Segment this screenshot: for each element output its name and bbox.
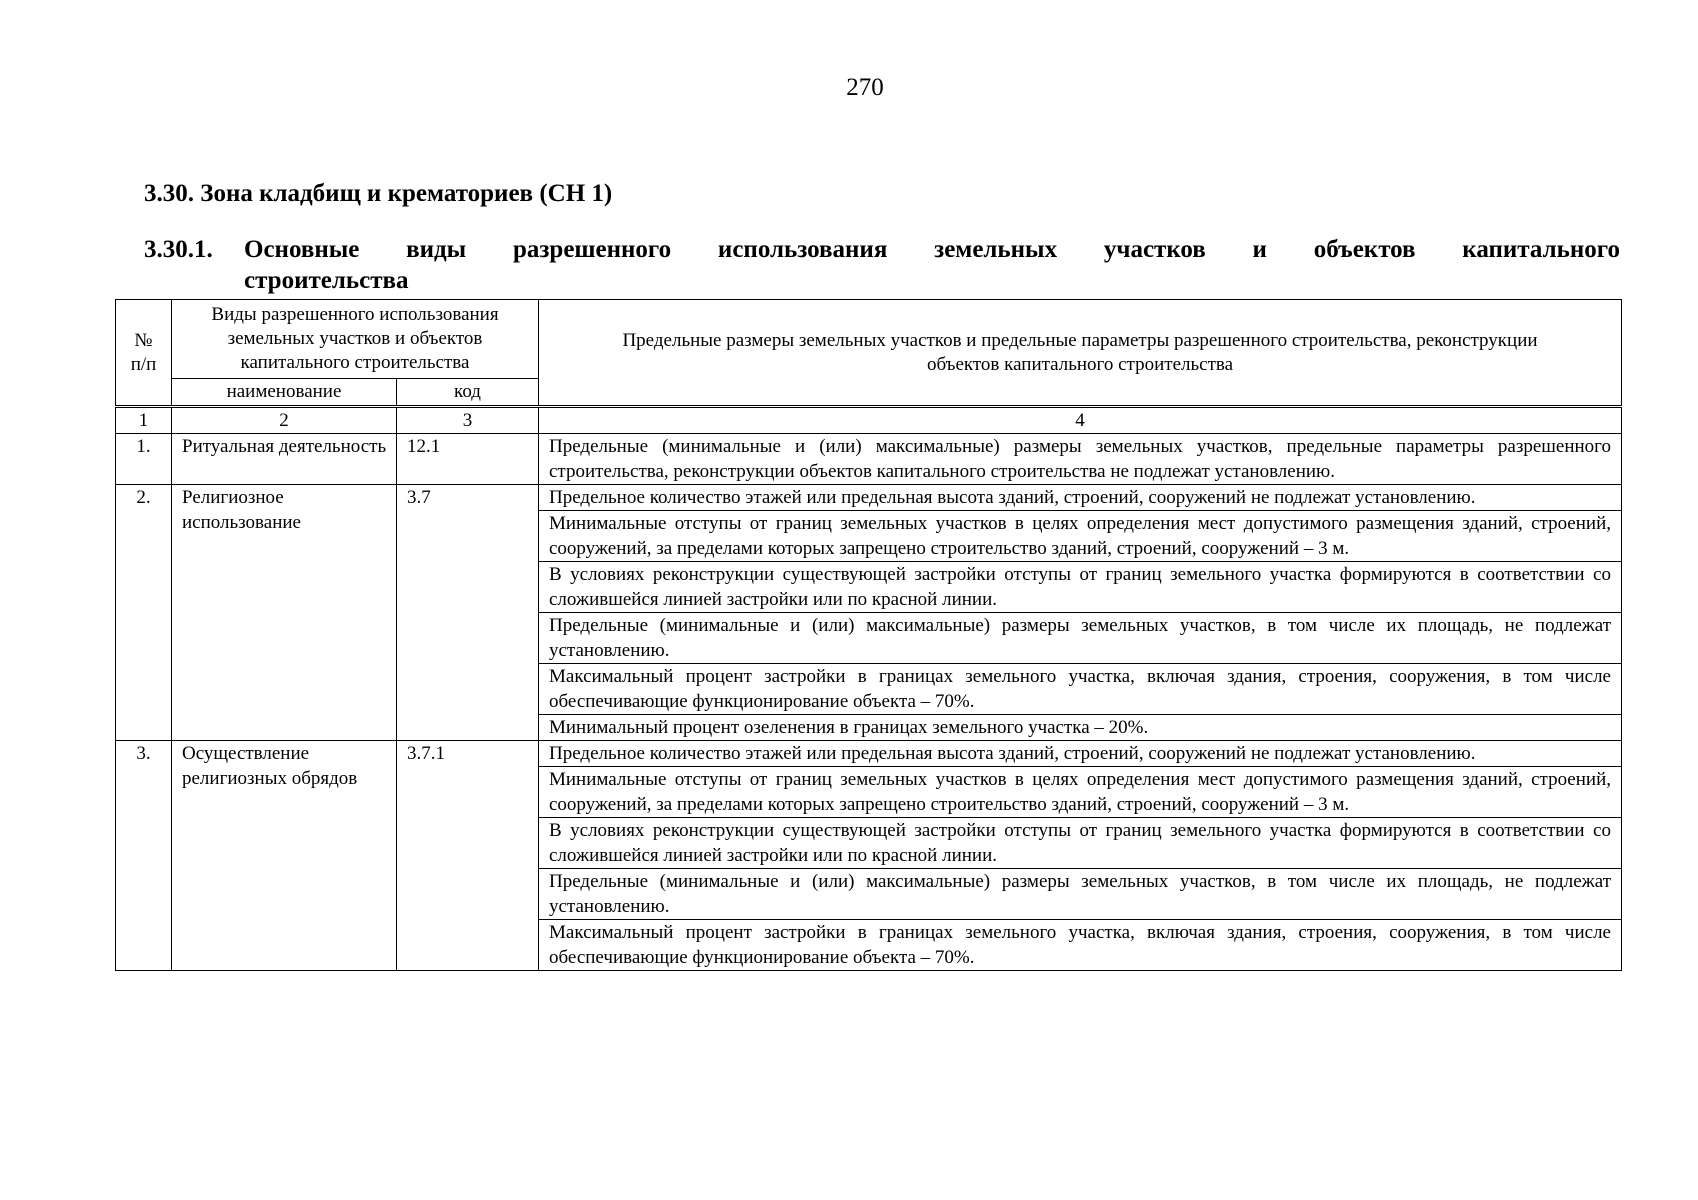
- row-param: Предельные (минимальные и (или) максимальные) размеры земельных участков, в том числе их площадь, не подлежат установлению.: [539, 869, 1622, 920]
- header-types: Виды разрешенного использования земельных участков и объектов капитального строительства: [172, 300, 539, 379]
- row-number: 1.: [116, 434, 172, 485]
- row-param: В условиях реконструкции существующей застройки отступы от границ земельного участка формируются в соответствии со сложившейся линией застройки или по красной линии.: [539, 818, 1622, 869]
- row-code: 12.1: [397, 434, 539, 485]
- column-numbers-row: [116, 408, 1622, 434]
- table-row: [116, 434, 1622, 485]
- row-param: Максимальный процент застройки в границах земельного участка, включая здания, строения, сооружения, в том числе обеспечивающие функционирование объекта – 70%.: [539, 920, 1622, 971]
- row-param: Минимальные отступы от границ земельных участков в целях определения мест допустимого размещения зданий, строений, сооружений, за пределами которых запрещено строительство зданий, строений, сооружений – 3 м.: [539, 511, 1622, 562]
- col-number: 1: [116, 408, 172, 434]
- col-number: 3: [397, 408, 539, 434]
- table-header: [115, 299, 1622, 406]
- col-number: 4: [539, 408, 1622, 434]
- row-param: Максимальный процент застройки в границах земельного участка, включая здания, строения, сооружения, в том числе обеспечивающие функционирование объекта – 70%.: [539, 664, 1622, 715]
- subsection-title-line2: строительства: [244, 267, 409, 294]
- row-param: Предельное количество этажей или предельная высота зданий, строений, сооружений не подлежат установлению.: [539, 485, 1622, 511]
- row-param: Предельные (минимальные и (или) максимальные) размеры земельных участков, предельные параметры разрешенного строительства, реконструкции объектов капитального строительства не подлежат установлению.: [539, 434, 1622, 485]
- row-param: В условиях реконструкции существующей застройки отступы от границ земельного участка формируются в соответствии со сложившейся линией застройки или по красной линии.: [539, 562, 1622, 613]
- row-param: Минимальный процент озеленения в границах земельного участка – 20%.: [539, 715, 1622, 741]
- row-number: 3.: [116, 741, 172, 971]
- subsection-title-line1: Основные виды разрешенного использования земельных участков и объектов капитального: [244, 236, 1620, 263]
- row-name: Ритуальная деятельность: [172, 434, 397, 485]
- row-code: 3.7.1: [397, 741, 539, 971]
- subsection-number: 3.30.1.: [144, 236, 213, 263]
- page-number: 270: [846, 74, 884, 101]
- table-body: [115, 407, 1622, 971]
- section-title: 3.30. Зона кладбищ и крематориев (СН 1): [144, 180, 613, 207]
- row-param: Предельные (минимальные и (или) максимальные) размеры земельных участков, в том числе их площадь, не подлежат установлению.: [539, 613, 1622, 664]
- row-param: Предельное количество этажей или предельная высота зданий, строений, сооружений не подлежат установлению.: [539, 741, 1622, 767]
- row-code: 3.7: [397, 485, 539, 741]
- header-params: Предельные размеры земельных участков и предельные параметры разрешенного строительства, реконструкции объектов капитального строительства: [539, 300, 1622, 406]
- header-num: № п/п: [116, 300, 172, 406]
- col-number: 2: [172, 408, 397, 434]
- header-code: код: [397, 379, 539, 406]
- row-name: Осуществление религиозных обрядов: [172, 741, 397, 971]
- table-row: [116, 485, 1622, 511]
- header-name: наименование: [172, 379, 397, 406]
- table-row: [116, 741, 1622, 767]
- row-param: Минимальные отступы от границ земельных участков в целях определения мест допустимого размещения зданий, строений, сооружений, за пределами которых запрещено строительство зданий, строений, сооружений – 3 м.: [539, 767, 1622, 818]
- row-name: Религиозное использование: [172, 485, 397, 741]
- row-number: 2.: [116, 485, 172, 741]
